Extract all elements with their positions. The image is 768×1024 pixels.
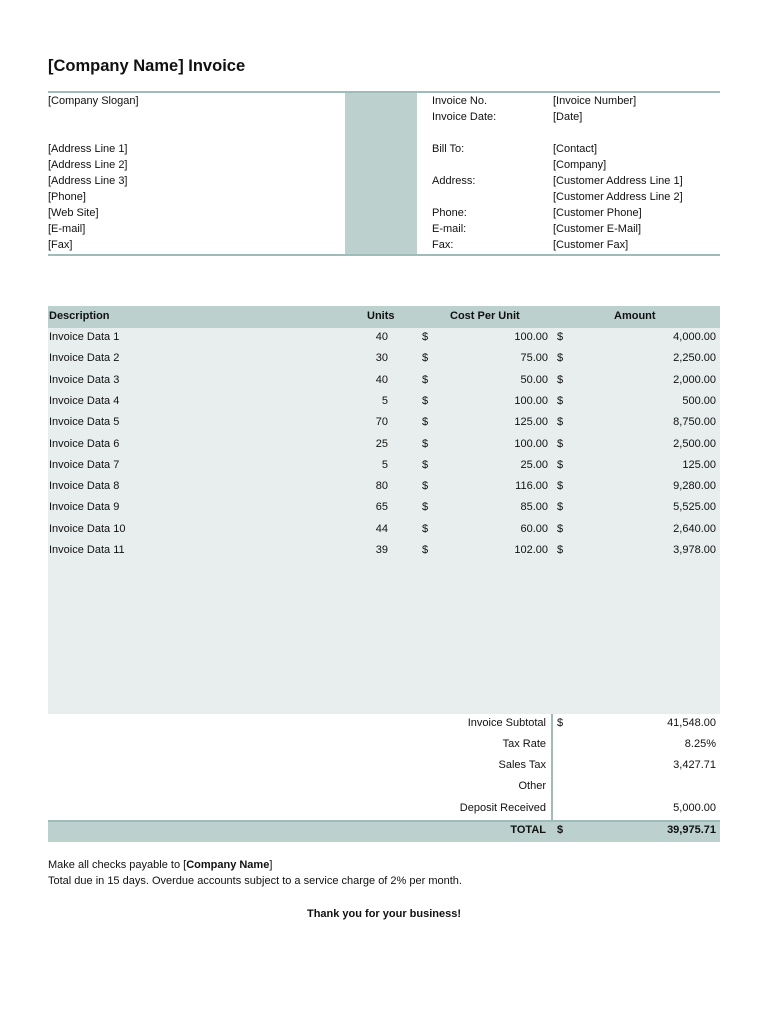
subtotal-currency: $ bbox=[557, 717, 564, 729]
checks-prefix: Make all checks payable to [ bbox=[48, 859, 187, 871]
invoice-date-label: Invoice Date: bbox=[432, 111, 497, 123]
row-units: 39 bbox=[375, 544, 388, 556]
company-phone: [Phone] bbox=[48, 191, 86, 203]
row-amount: 2,000.00 bbox=[673, 373, 716, 386]
row-cost-per-unit: 25.00 bbox=[520, 458, 548, 471]
tax-rate-value: 8.25% bbox=[684, 738, 716, 750]
total-value: 39,975.71 bbox=[667, 824, 716, 836]
row-description: Invoice Data 4 bbox=[49, 394, 120, 407]
invoice-no-value: [Invoice Number] bbox=[553, 95, 637, 107]
row-amount: 4,000.00 bbox=[673, 331, 716, 343]
invoice-no-label: Invoice No. bbox=[432, 95, 488, 107]
table-row bbox=[48, 392, 720, 413]
row-description: Invoice Data 8 bbox=[49, 480, 120, 493]
row-amount: 3,978.00 bbox=[673, 544, 716, 556]
invoice-page bbox=[48, 0, 720, 1024]
customer-fax-label: Fax: bbox=[432, 239, 454, 251]
row-amount: 8,750.00 bbox=[673, 416, 716, 429]
company-address-line-1: [Address Line 1] bbox=[48, 143, 128, 155]
subtotal-value: 41,548.00 bbox=[667, 717, 716, 729]
row-cost-per-unit: 60.00 bbox=[520, 522, 548, 535]
row-units: 5 bbox=[381, 394, 388, 407]
header-cost-per-unit: Cost Per Unit bbox=[450, 310, 520, 322]
company-website: [Web Site] bbox=[48, 207, 99, 219]
row-amount: 2,640.00 bbox=[673, 522, 716, 535]
header-units: Units bbox=[367, 310, 395, 322]
row-cost-per-unit: 102.00 bbox=[514, 544, 548, 556]
invoice-date-value: [Date] bbox=[553, 111, 583, 123]
row-cost-per-unit: 85.00 bbox=[520, 501, 548, 514]
row-amount-currency: $ bbox=[557, 544, 564, 556]
invoice-title: [Company Name] Invoice bbox=[48, 57, 246, 75]
row-cost-currency: $ bbox=[422, 544, 429, 556]
company-slogan: [Company Slogan] bbox=[48, 95, 139, 107]
thank-you-note: Thank you for your business! bbox=[306, 908, 462, 920]
header-description: Description bbox=[49, 310, 110, 322]
row-units: 65 bbox=[375, 501, 388, 514]
row-cost-currency: $ bbox=[422, 458, 429, 471]
row-cost-currency: $ bbox=[422, 480, 429, 493]
row-amount: 2,250.00 bbox=[673, 352, 716, 365]
customer-address-line-1: [Customer Address Line 1] bbox=[553, 175, 683, 187]
row-amount-currency: $ bbox=[557, 331, 564, 343]
table-row bbox=[48, 371, 720, 392]
row-description: Invoice Data 1 bbox=[49, 331, 120, 343]
row-amount: 5,525.00 bbox=[673, 501, 716, 514]
company-address-line-3: [Address Line 3] bbox=[48, 175, 128, 187]
row-amount: 500.00 bbox=[682, 394, 716, 407]
row-units: 40 bbox=[375, 373, 388, 386]
row-amount-currency: $ bbox=[557, 352, 564, 365]
tax-rate-label: Tax Rate bbox=[502, 738, 546, 750]
bill-to-contact: [Contact] bbox=[553, 143, 598, 155]
row-amount-currency: $ bbox=[557, 458, 564, 471]
subtotal-row bbox=[48, 714, 720, 735]
deposit-label: Deposit Received bbox=[459, 802, 546, 814]
table-row bbox=[48, 520, 720, 541]
row-cost-per-unit: 116.00 bbox=[515, 480, 548, 493]
row-description: Invoice Data 10 bbox=[49, 522, 126, 535]
customer-address-label: Address: bbox=[432, 175, 476, 187]
table-row bbox=[48, 328, 720, 349]
row-amount-currency: $ bbox=[557, 373, 564, 386]
tax-rate-row bbox=[48, 735, 720, 756]
bill-to-company: [Company] bbox=[553, 159, 607, 171]
company-address-line-2: [Address Line 2] bbox=[48, 159, 128, 171]
customer-phone: [Customer Phone] bbox=[553, 207, 642, 219]
line-items-table bbox=[48, 306, 720, 714]
row-cost-currency: $ bbox=[422, 352, 429, 365]
row-description: Invoice Data 9 bbox=[49, 501, 120, 514]
row-amount-currency: $ bbox=[557, 416, 564, 429]
company-fax: [Fax] bbox=[48, 239, 73, 251]
checks-company: Company Name bbox=[186, 859, 270, 871]
table-row bbox=[48, 435, 720, 456]
table-row bbox=[48, 498, 720, 519]
sales-tax-value: 3,427.71 bbox=[673, 759, 716, 771]
row-cost-per-unit: 75.00 bbox=[520, 352, 548, 365]
sales-tax-label: Sales Tax bbox=[498, 759, 546, 771]
row-cost-per-unit: 100.00 bbox=[514, 331, 548, 343]
other-label: Other bbox=[518, 780, 546, 792]
table-row bbox=[48, 456, 720, 477]
deposit-value: 5,000.00 bbox=[673, 802, 716, 814]
row-cost-per-unit: 50.00 bbox=[520, 373, 548, 386]
row-amount: 9,280.00 bbox=[673, 480, 716, 493]
row-description: Invoice Data 6 bbox=[49, 437, 120, 450]
subtotal-label: Invoice Subtotal bbox=[467, 717, 546, 729]
row-units: 30 bbox=[375, 352, 388, 365]
row-units: 44 bbox=[375, 522, 388, 535]
row-amount-currency: $ bbox=[557, 480, 564, 493]
row-cost-currency: $ bbox=[422, 501, 429, 514]
row-cost-per-unit: 100.00 bbox=[514, 437, 548, 450]
row-amount: 125.00 bbox=[682, 458, 716, 471]
sales-tax-row bbox=[48, 756, 720, 777]
row-description: Invoice Data 3 bbox=[49, 373, 120, 386]
deposit-row bbox=[48, 799, 720, 820]
row-cost-currency: $ bbox=[422, 522, 429, 535]
row-description: Invoice Data 5 bbox=[49, 416, 120, 429]
row-cost-currency: $ bbox=[422, 331, 429, 343]
customer-email-label: E-mail: bbox=[432, 223, 467, 235]
bill-to-label: Bill To: bbox=[432, 143, 465, 155]
table-header-row bbox=[48, 306, 720, 328]
row-amount-currency: $ bbox=[557, 522, 564, 535]
table-row bbox=[48, 477, 720, 498]
row-cost-currency: $ bbox=[422, 437, 429, 450]
row-amount: 2,500.00 bbox=[673, 437, 716, 450]
checks-payable-note bbox=[48, 859, 272, 871]
total-label: TOTAL bbox=[510, 824, 546, 836]
row-units: 5 bbox=[381, 458, 388, 471]
row-units: 80 bbox=[375, 480, 388, 493]
row-units: 70 bbox=[375, 416, 388, 429]
table-row bbox=[48, 541, 720, 562]
row-amount-currency: $ bbox=[557, 394, 564, 407]
table-row bbox=[48, 413, 720, 434]
row-cost-currency: $ bbox=[422, 394, 429, 407]
row-units: 40 bbox=[375, 331, 388, 343]
customer-email: [Customer E-Mail] bbox=[553, 223, 642, 235]
total-row bbox=[48, 820, 720, 842]
row-cost-currency: $ bbox=[422, 416, 429, 429]
row-cost-per-unit: 100.00 bbox=[514, 394, 548, 407]
invoice-header bbox=[48, 91, 720, 256]
total-currency: $ bbox=[557, 824, 564, 836]
company-email: [E-mail] bbox=[48, 223, 86, 235]
row-description: Invoice Data 7 bbox=[49, 458, 120, 471]
header-divider-band bbox=[345, 93, 417, 254]
header-amount: Amount bbox=[614, 310, 656, 322]
payment-terms-note: Total due in 15 days. Overdue accounts subject to a service charge of 2% per month. bbox=[48, 875, 462, 887]
row-units: 25 bbox=[375, 437, 388, 450]
table-row bbox=[48, 349, 720, 370]
customer-address-line-2: [Customer Address Line 2] bbox=[553, 191, 683, 203]
customer-fax: [Customer Fax] bbox=[553, 239, 629, 251]
other-row bbox=[48, 777, 720, 798]
row-amount-currency: $ bbox=[557, 501, 564, 514]
row-description: Invoice Data 11 bbox=[49, 544, 125, 556]
checks-suffix: ] bbox=[269, 859, 273, 871]
row-description: Invoice Data 2 bbox=[49, 352, 120, 365]
row-amount-currency: $ bbox=[557, 437, 564, 450]
customer-phone-label: Phone: bbox=[432, 207, 467, 219]
row-cost-currency: $ bbox=[422, 373, 429, 386]
row-cost-per-unit: 125.00 bbox=[514, 416, 548, 429]
